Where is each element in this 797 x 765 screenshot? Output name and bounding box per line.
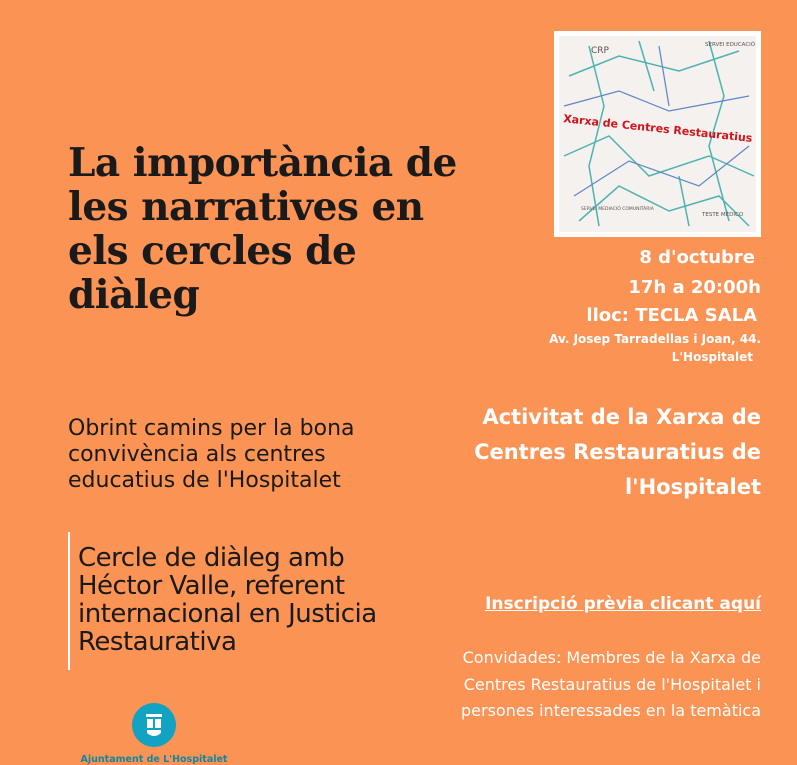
city-council-logo <box>79 703 229 765</box>
network-map-photo <box>554 31 761 237</box>
event-subtitle: Obrint camins per la bona convivència als centres educatius de l'Hospitalet <box>68 416 355 493</box>
network-map-drawing <box>559 36 756 232</box>
speaker-block <box>68 532 413 670</box>
activity-description: Activitat de la Xarxa de Centres Restauratius de l'Hospitalet <box>474 405 761 499</box>
speaker-description: Cercle de diàleg amb Héctor Valle, referent internacional en Justicia Restaurativa <box>78 543 377 657</box>
photo-heading: Xarxa de Centres Restauratius <box>562 112 753 145</box>
registration-link[interactable]: Inscripció prèvia clicant aquí <box>485 594 761 614</box>
photo-label-teste: TESTE MÉDICO <box>702 212 744 218</box>
photo-label-servei-educacio: SERVEI EDUCACIÓ <box>705 42 756 48</box>
photo-label-mediacio: SERVEI MEDIACIÓ COMUNITÀRIA <box>581 207 654 212</box>
event-place: lloc: TECLA SALA <box>586 305 757 326</box>
photo-label-crp: CRP <box>591 46 609 56</box>
event-date: 8 d'octubre <box>639 247 755 268</box>
guests-description: Convidades: Membres de la Xarxa de Centres Restauratius de l'Hospitalet i persones interessades en la temàtica <box>461 648 762 720</box>
event-city: L'Hospitalet <box>671 350 753 364</box>
city-council-name: Ajuntament de L'Hospitalet <box>80 754 228 765</box>
event-address: Av. Josep Tarradellas i Joan, 44. <box>549 332 761 346</box>
coat-of-arms-icon <box>132 703 176 747</box>
event-time: 17h a 20:00h <box>628 277 761 298</box>
event-title: La importància de les narratives en els cercles de diàleg <box>68 140 457 318</box>
